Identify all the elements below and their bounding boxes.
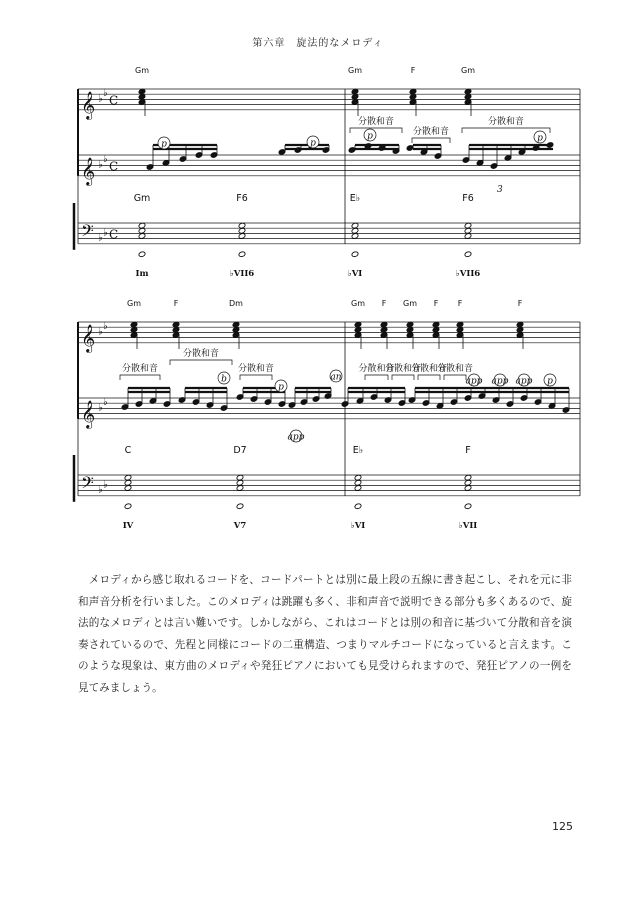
time-signature: C bbox=[109, 227, 119, 242]
analysis-mark: p bbox=[310, 138, 316, 149]
flat-icon: ♭ bbox=[98, 484, 103, 496]
analysis-annotation: 分散和音 bbox=[410, 364, 448, 374]
flat-icon: ♭ bbox=[98, 93, 103, 105]
note-head bbox=[464, 251, 472, 258]
chord-name-top: Gm bbox=[461, 66, 475, 75]
analysis-annotation: 分散和音 bbox=[487, 117, 525, 127]
chord-name-top: F bbox=[381, 299, 387, 308]
chord-name-top: Gm bbox=[403, 299, 417, 308]
note-head bbox=[238, 251, 246, 258]
note-head bbox=[236, 503, 244, 510]
analysis-annotation: 分散和音 bbox=[358, 364, 395, 374]
chord-name-bottom: F bbox=[465, 445, 471, 456]
analysis-mark: p bbox=[547, 376, 553, 387]
treble-clef-icon: 𝄞 bbox=[81, 90, 96, 119]
chord-name-top: Gm bbox=[127, 299, 141, 308]
bracket bbox=[418, 375, 440, 380]
chord-name-bottom: E♭ bbox=[352, 445, 364, 456]
chord-name-top: F bbox=[433, 299, 439, 308]
analysis-mark: app bbox=[465, 376, 483, 387]
time-signature: C bbox=[109, 159, 119, 174]
chord-name-top: F bbox=[457, 299, 463, 308]
roman-numeral: IV bbox=[122, 520, 134, 531]
analysis-annotation: 分散和音 bbox=[121, 364, 159, 374]
treble-clef-icon: 𝄞 bbox=[81, 399, 96, 428]
chord-name-top: Gm bbox=[135, 66, 149, 75]
note-head bbox=[464, 503, 472, 510]
bracket bbox=[444, 375, 466, 380]
chord-name-top: F bbox=[410, 66, 416, 75]
note-head bbox=[138, 251, 146, 258]
chord-name-top: F bbox=[173, 299, 179, 308]
roman-numeral: ♭VII6 bbox=[455, 268, 481, 279]
analysis-mark: p bbox=[278, 382, 284, 393]
bracket bbox=[350, 128, 402, 133]
analysis-annotation: 分散和音 bbox=[357, 117, 395, 127]
analysis-annotation: 分散和音 bbox=[182, 349, 220, 359]
flat-icon: ♭ bbox=[98, 326, 103, 338]
bass-clef-icon: 𝄢 bbox=[81, 220, 94, 245]
chord-name-top: Dm bbox=[229, 299, 243, 308]
tuplet-number: 3 bbox=[497, 185, 503, 195]
bass-clef-icon: 𝄢 bbox=[81, 472, 94, 497]
analysis-annotation: 分散和音 bbox=[436, 364, 474, 374]
flat-icon: ♭ bbox=[98, 232, 103, 244]
page-number: 125 bbox=[552, 820, 573, 833]
roman-numeral: ♭VI bbox=[347, 268, 363, 279]
analysis-mark: app bbox=[491, 376, 509, 387]
chord-name-bottom: C bbox=[124, 445, 132, 456]
flat-icon: ♭ bbox=[103, 88, 108, 100]
flat-icon: ♭ bbox=[98, 402, 103, 414]
bracket bbox=[412, 138, 450, 143]
running-header: 第六章 旋法的なメロディ bbox=[252, 38, 384, 49]
flat-icon: ♭ bbox=[103, 479, 108, 491]
analysis-mark: p bbox=[537, 133, 543, 144]
analysis-mark: app bbox=[515, 376, 533, 387]
analysis-annotation: 分散和音 bbox=[237, 364, 275, 374]
analysis-mark: app bbox=[287, 432, 305, 443]
flat-icon: ♭ bbox=[103, 227, 108, 239]
chord-name-bottom: F6 bbox=[462, 193, 474, 204]
chord-name-top: Gm bbox=[348, 66, 362, 75]
bracket bbox=[120, 375, 160, 380]
roman-numeral: V7 bbox=[233, 520, 247, 531]
roman-numeral: ♭VII bbox=[458, 520, 478, 531]
analysis-annotation: 分散和音 bbox=[412, 127, 450, 137]
bracket bbox=[240, 375, 272, 380]
note-head bbox=[124, 503, 132, 510]
roman-numeral: ♭VII6 bbox=[229, 268, 255, 279]
chord-name-bottom: D7 bbox=[233, 445, 247, 456]
treble-clef-icon: 𝄞 bbox=[81, 323, 96, 352]
chord-name-top: Gm bbox=[351, 299, 365, 308]
flat-icon: ♭ bbox=[103, 321, 108, 333]
treble-clef-icon: 𝄞 bbox=[81, 156, 96, 185]
note-head bbox=[354, 503, 362, 510]
analysis-mark: p bbox=[161, 139, 167, 150]
chord-name-top: F bbox=[517, 299, 523, 308]
flat-icon: ♭ bbox=[103, 397, 108, 409]
bracket bbox=[170, 360, 232, 365]
flat-icon: ♭ bbox=[103, 154, 108, 166]
chord-name-bottom: Gm bbox=[133, 193, 151, 204]
bracket bbox=[365, 375, 388, 380]
analysis-mark: p bbox=[367, 131, 373, 142]
roman-numeral: ♭VI bbox=[350, 520, 366, 531]
analysis-annotation: 分散和音 bbox=[384, 364, 422, 374]
flat-icon: ♭ bbox=[98, 159, 103, 171]
note-head bbox=[351, 251, 359, 258]
chord-name-bottom: E♭ bbox=[349, 193, 361, 204]
bracket bbox=[392, 375, 414, 380]
time-signature: C bbox=[109, 93, 119, 108]
body-paragraph: メロディから感じ取れるコードを、コードパートとは別に最上段の五線に書き起こし、それを元に非和声音分析を行いました。このメロディは跳躍も多く、非和声音で説明できる部分も多くあるので、旋法的なメロディとは言い難いです。しかしながら、これはコードとは別の和音に基づいて分散和音を演奏されているので、先程と同様にコードの二重構造、つまりマルチコードになっていると言えます。このような現象は、東方曲のメロディや発狂ピアノにおいても見受けられますので、発狂ピアノの一例を見てみましょう。 bbox=[78, 574, 572, 694]
analysis-mark: an bbox=[330, 372, 342, 383]
analysis-mark: b bbox=[221, 374, 227, 385]
roman-numeral: Im bbox=[135, 268, 149, 279]
chord-name-bottom: F6 bbox=[236, 193, 248, 204]
